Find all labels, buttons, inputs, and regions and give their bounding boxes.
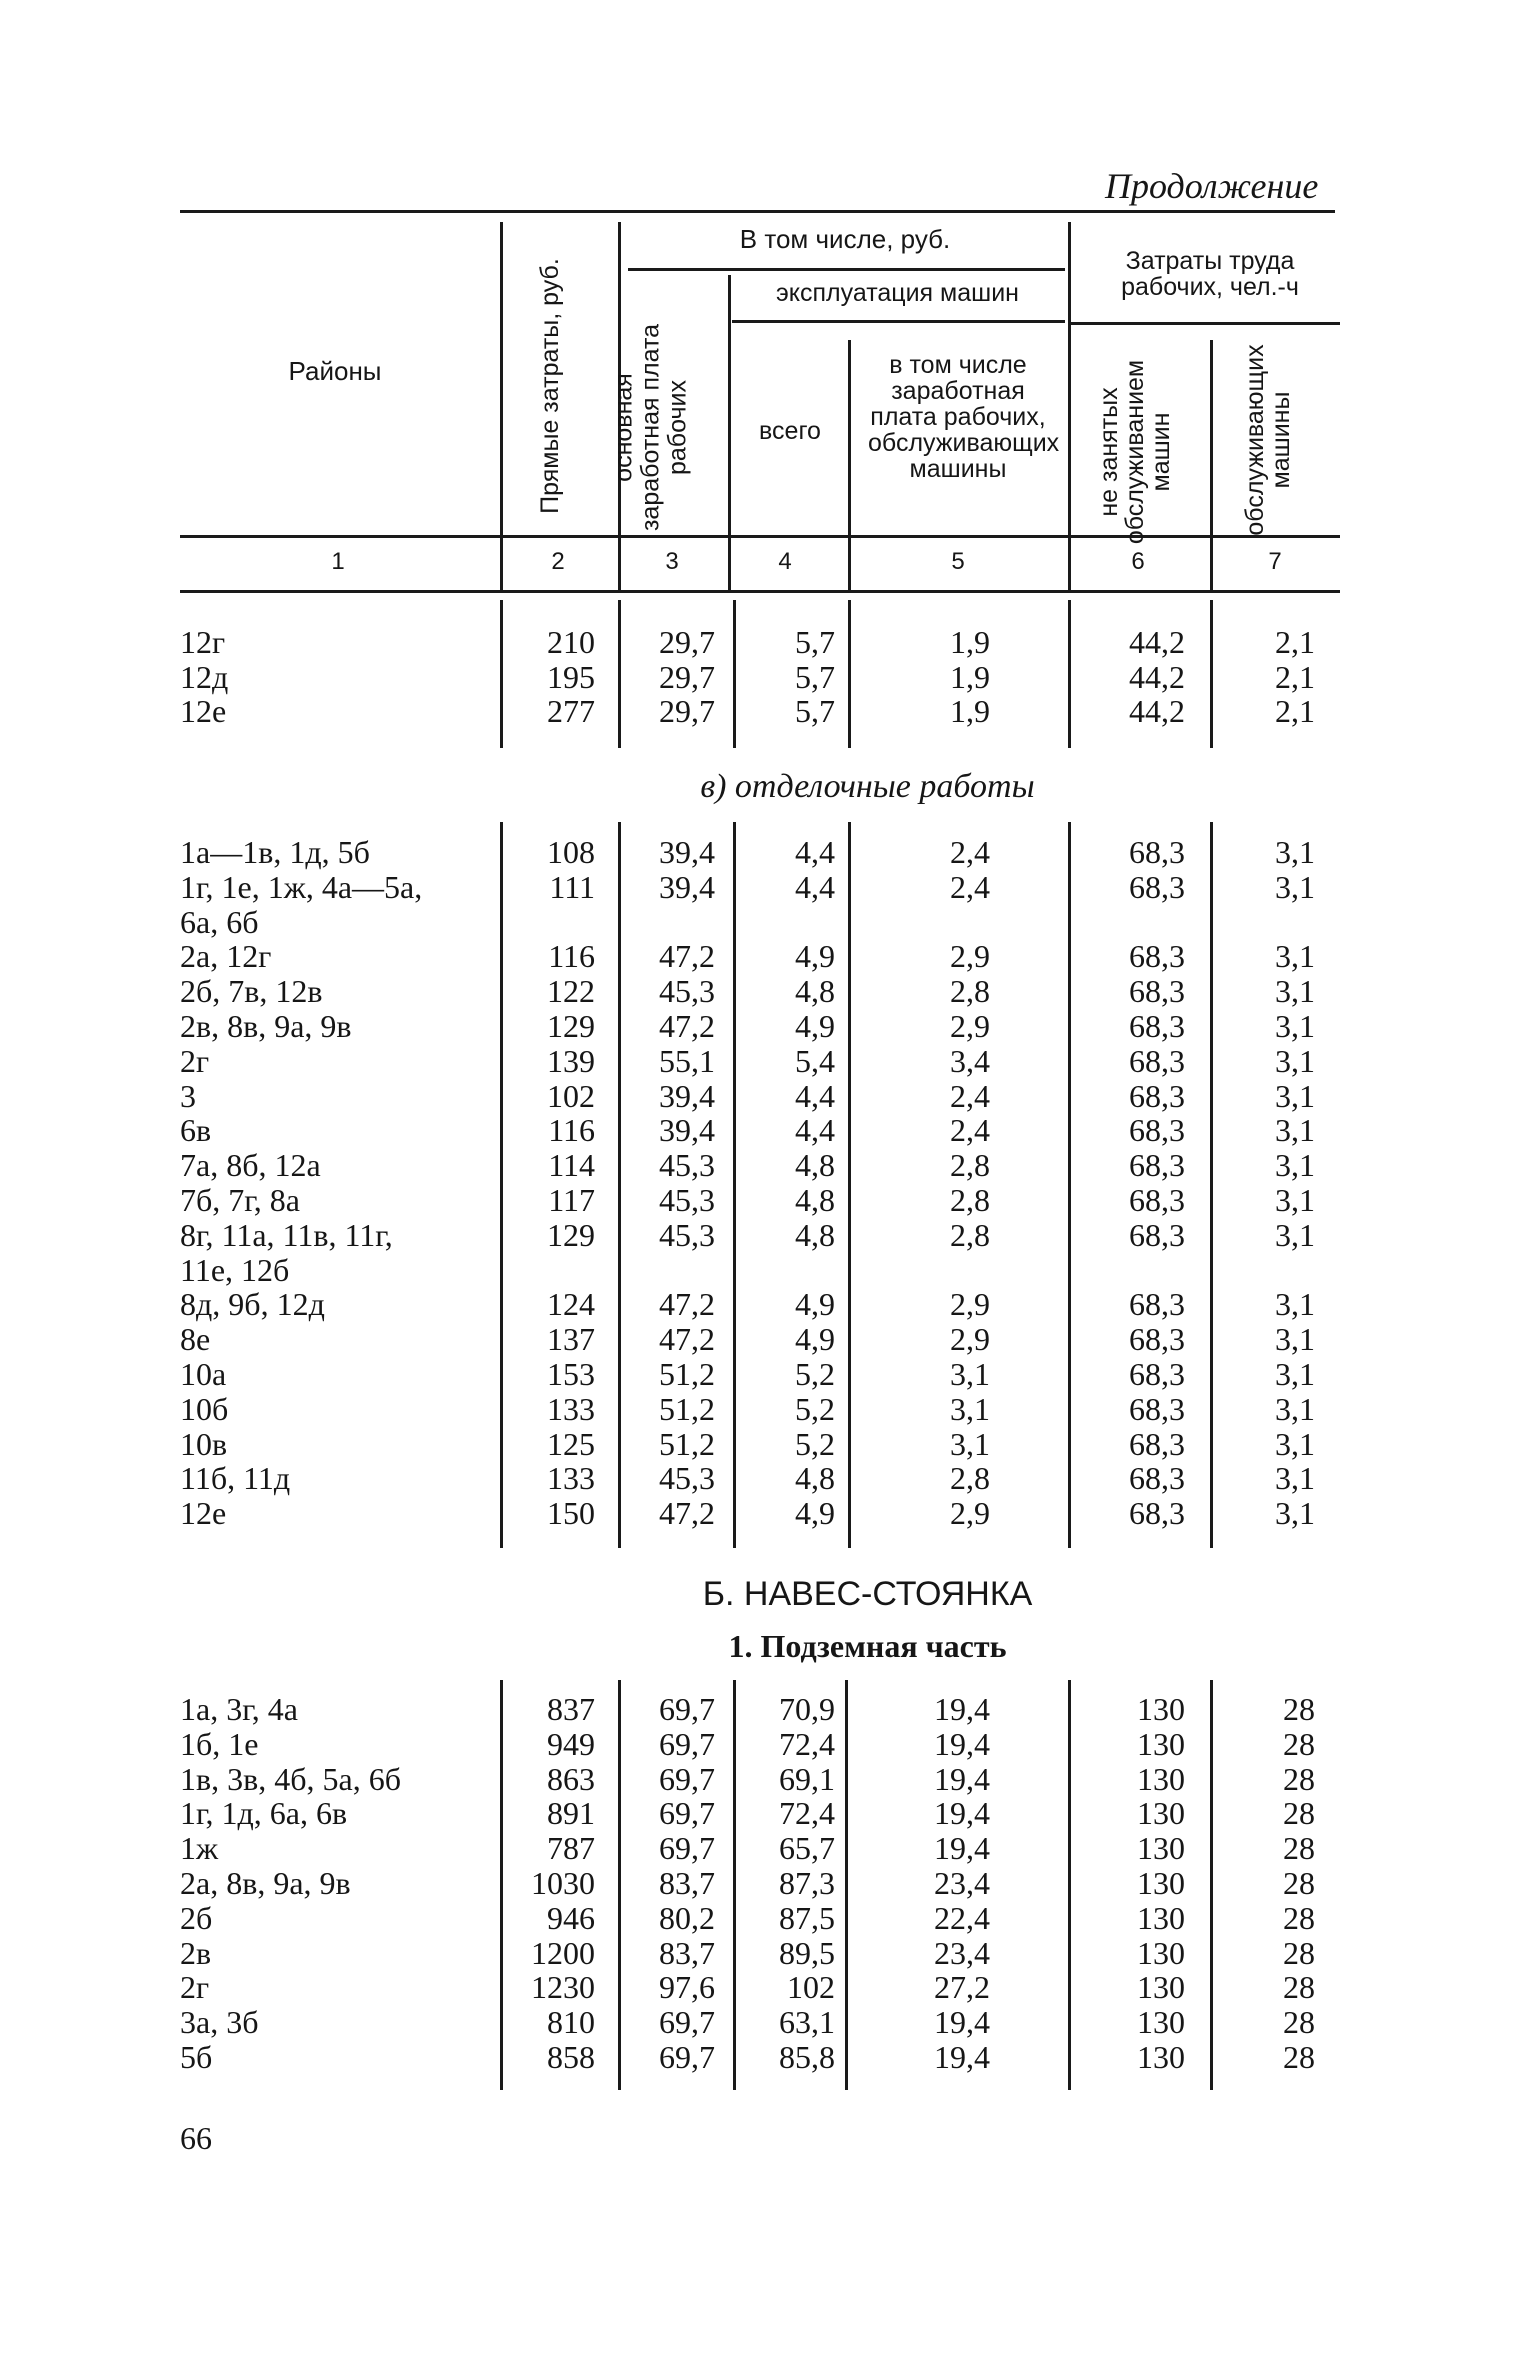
value-cell: 3,1 [1275, 868, 1315, 905]
table-row [0, 870, 1535, 905]
region-cell: 2б, 7в, 12в [180, 973, 323, 1010]
value-cell: 4,4 [795, 1112, 835, 1149]
value-cell: 39,4 [659, 1112, 715, 1149]
region-cell: 10в [180, 1425, 228, 1462]
region-cell: 3 [180, 1077, 196, 1114]
value-cell: 69,7 [659, 1691, 715, 1727]
value-cell: 2,1 [1275, 624, 1315, 660]
table-row [0, 1762, 1535, 1797]
region-cell: 12е [180, 1495, 227, 1532]
value-cell: 2,8 [950, 1216, 990, 1253]
value-cell: 130 [1137, 1795, 1185, 1832]
table-row [0, 1461, 1535, 1496]
region-cell: 12е [180, 693, 227, 729]
value-cell: 68,3 [1129, 1042, 1185, 1079]
value-cell: 1030 [531, 1865, 595, 1901]
value-cell: 39,4 [659, 1077, 715, 1114]
value-cell: 4,8 [795, 1182, 835, 1218]
table-row [0, 1357, 1535, 1392]
section-underground-title: 1. Подземная часть [728, 1628, 1007, 1664]
value-cell: 5,2 [795, 1425, 835, 1462]
table-row [0, 1866, 1535, 1901]
region-cell: 8е [180, 1321, 211, 1358]
value-cell: 130 [1137, 1899, 1185, 1936]
value-cell: 124 [547, 1286, 595, 1323]
value-cell: 4,9 [795, 1495, 835, 1532]
value-cell: 19,4 [934, 1691, 990, 1727]
header-machine-operation: эксплуатация машин [776, 279, 1019, 307]
value-cell: 116 [548, 1112, 595, 1149]
value-cell: 4,9 [795, 938, 835, 975]
value-cell: 51,2 [659, 1390, 715, 1427]
value-cell: 863 [547, 1760, 595, 1797]
value-cell: 28 [1283, 1725, 1315, 1762]
value-cell: 210 [547, 624, 595, 660]
value-cell: 2,8 [950, 1182, 990, 1218]
value-cell: 69,7 [659, 2039, 715, 2075]
value-cell: 4,8 [795, 1460, 835, 1497]
table-row [0, 660, 1535, 695]
value-cell: 63,1 [779, 2004, 835, 2041]
value-cell: 130 [1137, 1865, 1185, 1901]
value-cell: 89,5 [779, 1934, 835, 1971]
page-number: 66 [180, 2120, 212, 2156]
region-cell: 2г [180, 1969, 210, 2006]
value-cell: 68,3 [1129, 868, 1185, 905]
region-cell: 2в [180, 1934, 212, 1971]
value-cell: 1,9 [950, 693, 990, 729]
value-cell: 4,8 [795, 1216, 835, 1253]
value-cell: 28 [1283, 1899, 1315, 1936]
value-cell: 129 [547, 1008, 595, 1044]
value-cell: 69,7 [659, 1795, 715, 1832]
value-cell: 137 [547, 1321, 595, 1358]
header-regions: Районы [288, 356, 382, 386]
value-cell: 3,1 [950, 1390, 990, 1427]
value-cell: 891 [547, 1795, 595, 1832]
value-cell: 65,7 [779, 1830, 835, 1867]
value-cell: 129 [547, 1216, 595, 1253]
value-cell: 45,3 [659, 1216, 715, 1253]
value-cell: 3,1 [1275, 1112, 1315, 1149]
value-cell: 69,1 [779, 1760, 835, 1797]
value-cell: 1200 [531, 1934, 595, 1971]
table-row [0, 2005, 1535, 2040]
value-cell: 153 [547, 1356, 595, 1392]
value-cell: 69,7 [659, 1760, 715, 1797]
value-cell: 39,4 [659, 834, 715, 870]
header-vrule-2 [500, 222, 503, 592]
value-cell: 3,1 [1275, 1321, 1315, 1358]
value-cell: 19,4 [934, 1760, 990, 1797]
table-row [0, 1253, 1535, 1288]
value-cell: 2,9 [950, 938, 990, 975]
value-cell: 111 [549, 868, 595, 905]
colnum-4: 4 [778, 548, 792, 575]
table-row [0, 1218, 1535, 1253]
table-row [0, 905, 1535, 940]
value-cell: 5,2 [795, 1356, 835, 1392]
table-row [0, 1113, 1535, 1148]
value-cell: 85,8 [779, 2039, 835, 2075]
value-cell: 2,8 [950, 1460, 990, 1497]
table-row [0, 2040, 1535, 2075]
value-cell: 69,7 [659, 2004, 715, 2041]
value-cell: 102 [547, 1077, 595, 1114]
value-cell: 44,2 [1129, 624, 1185, 660]
value-cell: 3,1 [1275, 1286, 1315, 1323]
value-cell: 130 [1137, 2004, 1185, 2041]
value-cell: 1230 [531, 1969, 595, 2006]
region-cell: 6в [180, 1112, 212, 1149]
value-cell: 29,7 [659, 658, 715, 695]
value-cell: 19,4 [934, 1830, 990, 1867]
header-vrule-5 [848, 340, 851, 592]
table-row [0, 974, 1535, 1009]
value-cell: 47,2 [659, 1008, 715, 1044]
value-cell: 3,1 [950, 1356, 990, 1392]
value-cell: 2,8 [950, 1147, 990, 1184]
value-cell: 47,2 [659, 1495, 715, 1532]
value-cell: 139 [547, 1042, 595, 1079]
table-row [0, 1392, 1535, 1427]
header-machine-wage: в том числе заработная плата рабочих, обслуживающих машины [868, 351, 1060, 483]
value-cell: 28 [1283, 1934, 1315, 1971]
table-row [0, 1044, 1535, 1079]
value-cell: 72,4 [779, 1795, 835, 1832]
colnum-5: 5 [951, 548, 965, 575]
value-cell: 5,7 [795, 658, 835, 695]
value-cell: 83,7 [659, 1865, 715, 1901]
header-vrule-7 [1210, 340, 1213, 592]
value-cell: 3,1 [1275, 1216, 1315, 1253]
header-vrule-4 [728, 275, 731, 592]
value-cell: 87,3 [779, 1865, 835, 1901]
colnum-2: 2 [551, 548, 565, 575]
value-cell: 130 [1137, 1969, 1185, 2006]
value-cell: 3,1 [1275, 1425, 1315, 1462]
region-cell: 2г [180, 1042, 210, 1079]
region-cell: 1г, 1д, 6а, 6в [180, 1795, 348, 1832]
value-cell: 114 [548, 1147, 595, 1184]
region-cell: 1а, 3г, 4а [180, 1691, 298, 1727]
value-cell: 2,1 [1275, 658, 1315, 695]
colnum-6: 6 [1131, 548, 1145, 575]
table-row [0, 1496, 1535, 1531]
value-cell: 69,7 [659, 1830, 715, 1867]
value-cell: 19,4 [934, 1725, 990, 1762]
value-cell: 122 [547, 973, 595, 1010]
value-cell: 3,1 [1275, 1077, 1315, 1114]
table-row [0, 1692, 1535, 1727]
value-cell: 117 [548, 1182, 595, 1218]
region-cell: 12г [180, 624, 226, 660]
table-row [0, 694, 1535, 729]
continuation-label: Продолжение [1105, 166, 1319, 206]
region-cell: 3а, 3б [180, 2004, 259, 2041]
table-row [0, 1970, 1535, 2005]
value-cell: 23,4 [934, 1865, 990, 1901]
region-cell: 2в, 8в, 9а, 9в [180, 1008, 352, 1044]
header-sub-rule-2 [732, 320, 1065, 323]
value-cell: 27,2 [934, 1969, 990, 2006]
value-cell: 68,3 [1129, 1495, 1185, 1532]
value-cell: 3,1 [1275, 834, 1315, 870]
value-cell: 2,9 [950, 1008, 990, 1044]
region-cell: 7б, 7г, 8а [180, 1182, 300, 1218]
table-row [0, 1796, 1535, 1831]
region-cell: 1б, 1е [180, 1725, 259, 1762]
region-cell: 2а, 12г [180, 938, 272, 975]
header-labor-costs: Затраты труда рабочих, чел.-ч [1121, 247, 1299, 301]
region-cell: 7а, 8б, 12а [180, 1147, 321, 1184]
value-cell: 3,1 [1275, 1182, 1315, 1218]
value-cell: 3,1 [1275, 1147, 1315, 1184]
value-cell: 3,1 [1275, 1008, 1315, 1044]
value-cell: 195 [547, 658, 595, 695]
value-cell: 68,3 [1129, 834, 1185, 870]
value-cell: 3,1 [1275, 1495, 1315, 1532]
value-cell: 946 [547, 1899, 595, 1936]
value-cell: 3,1 [1275, 973, 1315, 1010]
table-row [0, 835, 1535, 870]
value-cell: 68,3 [1129, 1008, 1185, 1044]
value-cell: 68,3 [1129, 1321, 1185, 1358]
value-cell: 87,5 [779, 1899, 835, 1936]
value-cell: 125 [547, 1425, 595, 1462]
value-cell: 3,1 [1275, 1042, 1315, 1079]
value-cell: 2,9 [950, 1286, 990, 1323]
value-cell: 116 [548, 938, 595, 975]
value-cell: 68,3 [1129, 1112, 1185, 1149]
value-cell: 5,7 [795, 693, 835, 729]
value-cell: 2,4 [950, 1112, 990, 1149]
value-cell: 133 [547, 1460, 595, 1497]
value-cell: 5,2 [795, 1390, 835, 1427]
region-cell: 1г, 1е, 1ж, 4а—5а, [180, 868, 423, 905]
value-cell: 3,1 [1275, 938, 1315, 975]
value-cell: 47,2 [659, 1286, 715, 1323]
header-total: всего [759, 417, 821, 445]
value-cell: 19,4 [934, 1795, 990, 1832]
value-cell: 68,3 [1129, 1077, 1185, 1114]
header-sub-rule-3 [1070, 322, 1340, 325]
value-cell: 3,1 [1275, 1460, 1315, 1497]
value-cell: 3,1 [1275, 1390, 1315, 1427]
value-cell: 47,2 [659, 938, 715, 975]
colnum-3: 3 [665, 548, 679, 575]
value-cell: 28 [1283, 1969, 1315, 2006]
region-cell: 12д [180, 658, 229, 695]
value-cell: 3,4 [950, 1042, 990, 1079]
table-row [0, 1287, 1535, 1322]
table-row [0, 1009, 1535, 1044]
value-cell: 68,3 [1129, 1460, 1185, 1497]
table-row [0, 1427, 1535, 1462]
region-cell: 8д, 9б, 12д [180, 1286, 325, 1323]
value-cell: 3,1 [950, 1425, 990, 1462]
table-row [0, 625, 1535, 660]
value-cell: 19,4 [934, 2039, 990, 2075]
value-cell: 150 [547, 1495, 595, 1532]
value-cell: 130 [1137, 1691, 1185, 1727]
value-cell: 55,1 [659, 1042, 715, 1079]
region-cell: 2а, 8в, 9а, 9в [180, 1865, 351, 1901]
colnum-1: 1 [331, 548, 345, 575]
table-row [0, 1901, 1535, 1936]
value-cell: 97,6 [659, 1969, 715, 2006]
value-cell: 4,9 [795, 1286, 835, 1323]
section-finishing-title: в) отделочные работы [700, 768, 1035, 805]
value-cell: 28 [1283, 1865, 1315, 1901]
value-cell: 68,3 [1129, 1147, 1185, 1184]
value-cell: 29,7 [659, 693, 715, 729]
value-cell: 45,3 [659, 973, 715, 1010]
value-cell: 1,9 [950, 658, 990, 695]
value-cell: 2,8 [950, 973, 990, 1010]
value-cell: 45,3 [659, 1182, 715, 1218]
value-cell: 68,3 [1129, 938, 1185, 975]
value-cell: 68,3 [1129, 973, 1185, 1010]
value-cell: 29,7 [659, 624, 715, 660]
region-cell: 1а—1в, 1д, 5б [180, 834, 370, 870]
value-cell: 44,2 [1129, 658, 1185, 695]
header-not-machine: не занятых обслуживанием машин [1095, 359, 1175, 545]
value-cell: 22,4 [934, 1899, 990, 1936]
region-cell: 10а [180, 1356, 227, 1392]
table-row [0, 1322, 1535, 1357]
value-cell: 28 [1283, 1760, 1315, 1797]
value-cell: 68,3 [1129, 1356, 1185, 1392]
value-cell: 4,9 [795, 1321, 835, 1358]
header-machine-service: обслуживающих машины [1241, 344, 1295, 536]
value-cell: 130 [1137, 2039, 1185, 2075]
value-cell: 44,2 [1129, 693, 1185, 729]
header-top-rule [180, 210, 1335, 213]
value-cell: 39,4 [659, 868, 715, 905]
value-cell: 130 [1137, 1760, 1185, 1797]
value-cell: 47,2 [659, 1321, 715, 1358]
value-cell: 2,9 [950, 1321, 990, 1358]
value-cell: 277 [547, 693, 595, 729]
value-cell: 810 [547, 2004, 595, 2041]
table-row [0, 1079, 1535, 1114]
value-cell: 68,3 [1129, 1390, 1185, 1427]
value-cell: 51,2 [659, 1425, 715, 1462]
value-cell: 3,1 [1275, 1356, 1315, 1392]
value-cell: 787 [547, 1830, 595, 1867]
value-cell: 68,3 [1129, 1182, 1185, 1218]
table-row [0, 1831, 1535, 1866]
value-cell: 19,4 [934, 2004, 990, 2041]
header-vrule-6 [1068, 222, 1071, 592]
value-cell: 130 [1137, 1830, 1185, 1867]
region-cell: 1в, 3в, 4б, 5а, 6б [180, 1760, 401, 1797]
table-row [0, 1936, 1535, 1971]
value-cell: 45,3 [659, 1147, 715, 1184]
value-cell: 83,7 [659, 1934, 715, 1971]
value-cell: 130 [1137, 1725, 1185, 1762]
value-cell: 108 [547, 834, 595, 870]
value-cell: 4,4 [795, 868, 835, 905]
value-cell: 130 [1137, 1934, 1185, 1971]
table-row [0, 1148, 1535, 1183]
table-row [0, 1183, 1535, 1218]
value-cell: 45,3 [659, 1460, 715, 1497]
region-cell: 5б [180, 2039, 213, 2075]
header-direct-costs: Прямые затраты, руб. [536, 258, 564, 514]
value-cell: 1,9 [950, 624, 990, 660]
header-base-wage: основная заработная плата рабочих [609, 323, 692, 532]
value-cell: 2,4 [950, 868, 990, 905]
value-cell: 2,1 [1275, 693, 1315, 729]
value-cell: 28 [1283, 2004, 1315, 2041]
value-cell: 858 [547, 2039, 595, 2075]
region-cell: 6а, 6б [180, 903, 259, 940]
value-cell: 68,3 [1129, 1286, 1185, 1323]
colnum-7: 7 [1268, 548, 1282, 575]
value-cell: 23,4 [934, 1934, 990, 1971]
table-row [0, 939, 1535, 974]
value-cell: 102 [787, 1969, 835, 2006]
value-cell: 133 [547, 1390, 595, 1427]
colnum-bottom-rule [180, 590, 1340, 593]
value-cell: 4,8 [795, 1147, 835, 1184]
value-cell: 80,2 [659, 1899, 715, 1936]
value-cell: 2,9 [950, 1495, 990, 1532]
value-cell: 5,7 [795, 624, 835, 660]
value-cell: 4,8 [795, 973, 835, 1010]
value-cell: 69,7 [659, 1725, 715, 1762]
header-sub-rule-1 [628, 268, 1065, 271]
value-cell: 949 [547, 1725, 595, 1762]
value-cell: 28 [1283, 2039, 1315, 2075]
region-cell: 8г, 11а, 11в, 11г, [180, 1216, 393, 1253]
value-cell: 4,9 [795, 1008, 835, 1044]
value-cell: 70,9 [779, 1691, 835, 1727]
value-cell: 2,4 [950, 1077, 990, 1114]
value-cell: 68,3 [1129, 1216, 1185, 1253]
value-cell: 28 [1283, 1795, 1315, 1832]
value-cell: 28 [1283, 1830, 1315, 1867]
region-cell: 11е, 12б [180, 1251, 290, 1288]
value-cell: 72,4 [779, 1725, 835, 1762]
region-cell: 11б, 11д [180, 1460, 291, 1497]
table-row [0, 1727, 1535, 1762]
header-including: В том числе, руб. [739, 224, 951, 254]
region-cell: 10б [180, 1390, 229, 1427]
value-cell: 68,3 [1129, 1425, 1185, 1462]
value-cell: 5,4 [795, 1042, 835, 1079]
value-cell: 28 [1283, 1691, 1315, 1727]
value-cell: 837 [547, 1691, 595, 1727]
value-cell: 51,2 [659, 1356, 715, 1392]
value-cell: 4,4 [795, 1077, 835, 1114]
region-cell: 1ж [180, 1830, 219, 1867]
value-cell: 2,4 [950, 834, 990, 870]
region-cell: 2б [180, 1899, 213, 1936]
value-cell: 4,4 [795, 834, 835, 870]
section-canopy-title: Б. НАВЕС-СТОЯНКА [702, 1575, 1033, 1613]
